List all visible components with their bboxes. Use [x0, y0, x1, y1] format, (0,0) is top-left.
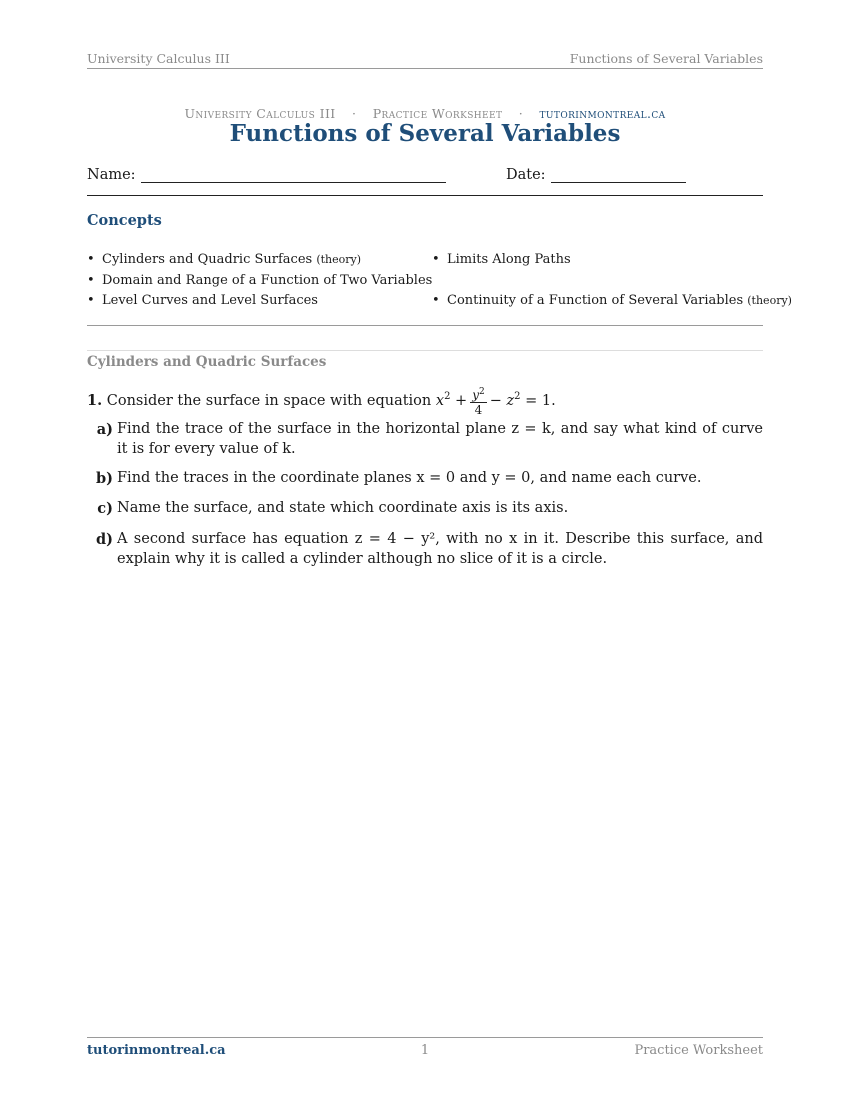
- concepts-right-column: [432, 250, 792, 312]
- name-field[interactable]: [87, 166, 446, 183]
- concept-spacer: [432, 271, 792, 292]
- problem-part-b: [87, 469, 763, 489]
- concepts-left-column: [87, 250, 432, 312]
- concept-item[interactable]: • Level Curves and Level Surfaces: [87, 291, 432, 312]
- concepts-heading: Concepts: [87, 212, 162, 229]
- masthead-separator: ·: [518, 106, 524, 121]
- part-label: d): [96, 531, 113, 548]
- part-label: b): [96, 470, 113, 487]
- part-text: A second surface has equation z = 4 − y², with no x in it. Describe this surface, and explain why it is called a cylinder although no slice of it is a circle.: [117, 531, 763, 567]
- part-label: c): [97, 500, 113, 517]
- footer-rule: [87, 1037, 763, 1038]
- problem-part-a: [87, 420, 763, 459]
- concept-item[interactable]: • Continuity of a Function of Several Variables (theory): [432, 291, 792, 312]
- running-header-course: University Calculus III: [87, 51, 230, 66]
- masthead-course: University Calculus III: [184, 106, 336, 121]
- part-text: Find the traces in the coordinate planes x = 0 and y = 0, and name each curve.: [117, 470, 702, 486]
- running-header: [87, 51, 763, 67]
- section-heading: Cylinders and Quadric Surfaces: [87, 354, 327, 370]
- masthead-tagline: [0, 106, 850, 121]
- theory-tag: (theory): [316, 253, 362, 266]
- page-title: Functions of Several Variables: [229, 120, 621, 147]
- name-blank-line[interactable]: [141, 166, 446, 183]
- problem-part-d: [87, 530, 763, 569]
- page-number: 1: [420, 1043, 430, 1058]
- masthead-kind: Practice Worksheet: [372, 106, 503, 121]
- problem-stem: Consider the surface in space with equation: [106, 393, 432, 409]
- footer-kind: Practice Worksheet: [634, 1043, 763, 1058]
- concepts-rule: [87, 325, 763, 326]
- problem-equation: $x^2$ + $\frac{y^2}{4}$ − $z^2 = 1$.: [435, 387, 556, 417]
- masthead-site-link[interactable]: tutorinmontreal.ca: [539, 106, 666, 121]
- masthead-separator: ·: [352, 106, 357, 121]
- footer-site-link[interactable]: tutorinmontreal.ca: [87, 1043, 226, 1058]
- date-blank-line[interactable]: [551, 166, 686, 183]
- part-text: Name the surface, and state which coordinate axis is its axis.: [117, 500, 569, 516]
- problem-number: 1.: [87, 392, 103, 409]
- form-rule: [87, 195, 763, 196]
- problem-part-c: [87, 499, 763, 519]
- date-field[interactable]: [506, 166, 686, 183]
- section-rule: [87, 350, 763, 351]
- concept-item[interactable]: • Cylinders and Quadric Surfaces (theory): [87, 250, 432, 271]
- header-rule: [87, 68, 763, 69]
- problem-1: [87, 380, 763, 422]
- concept-item[interactable]: • Limits Along Paths: [432, 250, 792, 271]
- theory-tag: (theory): [747, 294, 792, 307]
- running-header-topic: Functions of Several Variables: [569, 51, 763, 66]
- name-label: Name:: [87, 167, 136, 183]
- part-label: a): [96, 421, 113, 438]
- date-label: Date:: [506, 167, 546, 183]
- part-text: Find the trace of the surface in the horizontal plane z = k, and say what kind of curve it is for every value of k.: [117, 421, 763, 457]
- concept-item[interactable]: • Domain and Range of a Function of Two Variables: [87, 271, 432, 292]
